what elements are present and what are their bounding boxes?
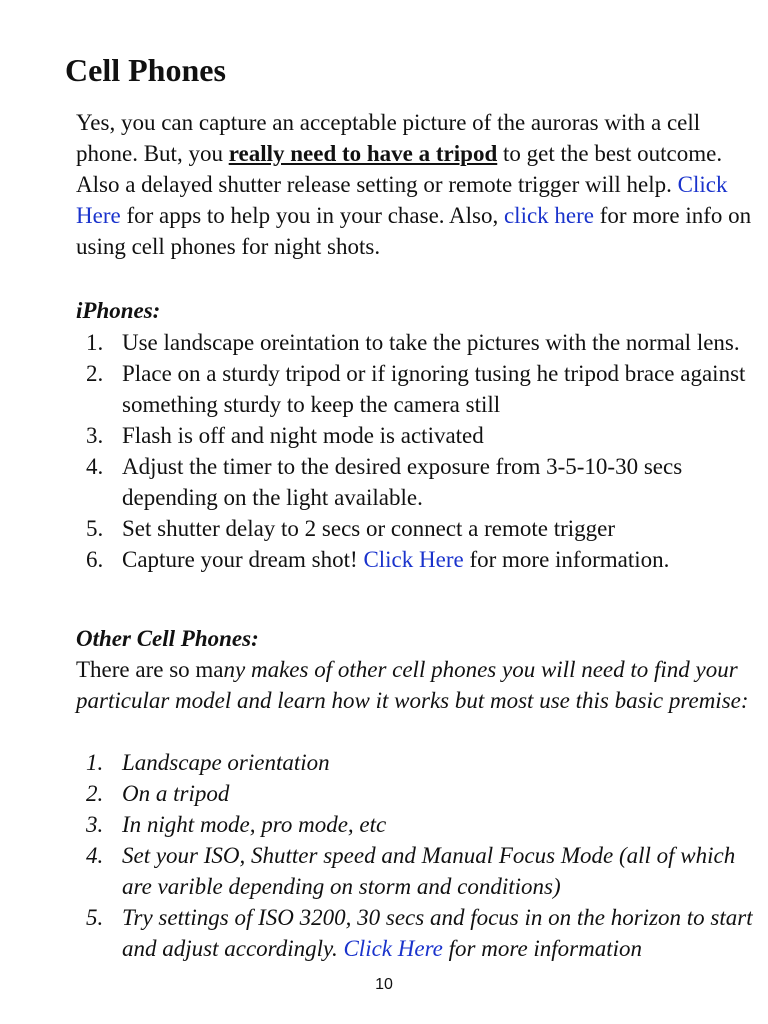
- other-phones-intro: [76, 654, 756, 716]
- list-text: Landscape orientation: [122, 750, 330, 775]
- list-number: 4.: [86, 843, 104, 868]
- list-text: On a tripod: [122, 781, 230, 806]
- list-item: [76, 747, 756, 778]
- list-number: 1.: [86, 750, 104, 775]
- list-item: [76, 902, 756, 964]
- list-number: 2.: [86, 361, 104, 386]
- list-text-after: for more information: [442, 936, 643, 961]
- list-item: [76, 778, 756, 809]
- night-shots-link[interactable]: click here: [503, 203, 594, 228]
- list-number: 6.: [86, 547, 104, 572]
- list-text: Set your ISO, Shutter speed and Manual Focus Mode (all of which are varible depending on storm and conditions): [122, 843, 736, 899]
- other-info-link[interactable]: Click Here: [343, 936, 443, 961]
- list-text: Capture your dream shot!: [122, 547, 364, 572]
- page-number: 10: [375, 976, 393, 993]
- list-text: Flash is off and night mode is activated: [122, 423, 484, 448]
- other-intro-italic: ny makes of other cell phones you will need to find your particular model and learn how it works but most use this basic premise:: [76, 657, 749, 713]
- list-text: Adjust the timer to the desired exposure from 3-5-10-30 secs depending on the light available.: [122, 454, 683, 510]
- intro-text-3: for apps to help you in your chase. Also,: [120, 203, 504, 228]
- list-item: [76, 513, 756, 544]
- list-text: Try settings of ISO 3200, 30 secs and focus in on the horizon to start and adjust accordingly.: [122, 905, 753, 961]
- apps-link[interactable]: Click Here: [76, 172, 728, 228]
- list-number: 1.: [86, 330, 104, 355]
- list-number: 2.: [86, 781, 104, 806]
- list-item: [76, 451, 756, 513]
- iphone-info-link[interactable]: Click Here: [363, 547, 464, 572]
- intro-paragraph: [76, 107, 756, 262]
- other-intro-upright: There are so ma: [76, 657, 224, 682]
- list-text: In night mode, pro mode, etc: [122, 812, 387, 837]
- list-number: 5.: [86, 905, 104, 930]
- intro-emphasis: really need to have a tripod: [228, 141, 498, 166]
- iphones-list: [76, 327, 756, 575]
- list-text: Set shutter delay to 2 secs or connect a remote trigger: [122, 516, 616, 541]
- iphones-heading: iPhones:: [76, 298, 161, 323]
- list-number: 3.: [86, 423, 104, 448]
- list-item: [76, 327, 756, 358]
- list-number: 5.: [86, 516, 104, 541]
- list-item: [76, 544, 756, 575]
- list-item: [76, 358, 756, 420]
- other-phones-list: [76, 747, 756, 964]
- list-text: Use landscape oreintation to take the pictures with the normal lens.: [122, 330, 740, 355]
- intro-text-1: Yes, you can capture an acceptable picture of the auroras with a cell phone. But, you: [76, 110, 701, 166]
- page-title: Cell Phones: [65, 52, 226, 88]
- list-number: 4.: [86, 454, 104, 479]
- list-text-after: for more information.: [463, 547, 670, 572]
- list-text: Place on a sturdy tripod or if ignoring tusing he tripod brace against something sturdy to keep the camera still: [122, 361, 746, 417]
- list-item: [76, 809, 756, 840]
- list-item: [76, 420, 756, 451]
- other-phones-heading: Other Cell Phones:: [76, 626, 259, 651]
- list-item: [76, 840, 756, 902]
- intro-text-4: for more info on using cell phones for night shots.: [76, 203, 752, 259]
- intro-text-2: to get the best outcome. Also a delayed shutter release setting or remote trigger will help.: [76, 141, 723, 197]
- list-number: 3.: [86, 812, 104, 837]
